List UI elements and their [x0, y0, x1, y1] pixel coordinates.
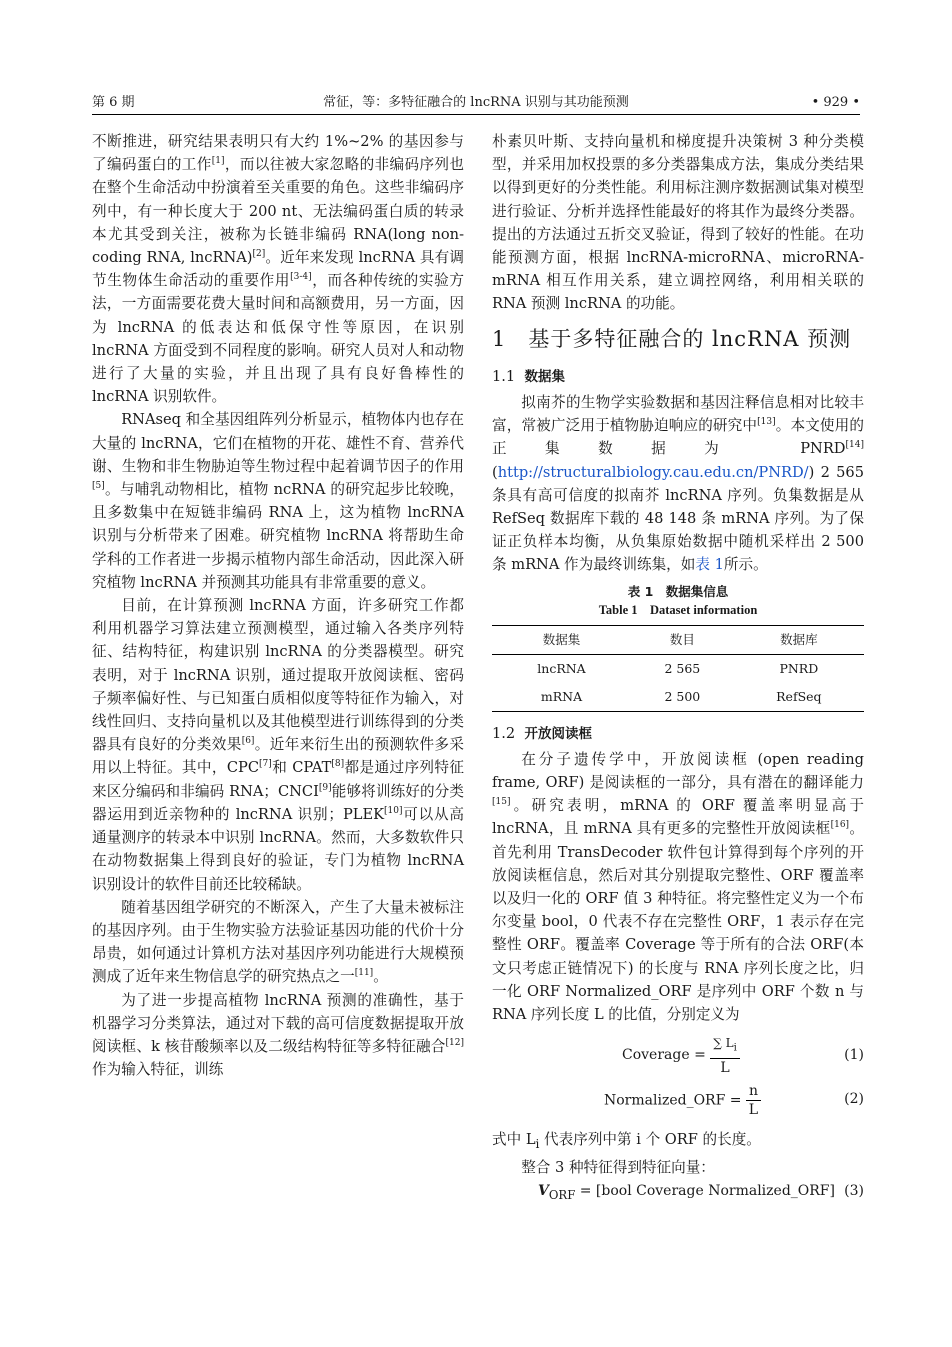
- text: 。: [373, 968, 388, 986]
- equation-number: (2): [844, 1091, 864, 1108]
- table-cell: lncRNA: [537, 660, 586, 676]
- table-cell: 2 565: [664, 660, 701, 676]
- paragraph: [92, 989, 464, 1082]
- equation-3: [492, 1180, 864, 1206]
- citation[interactable]: [11]: [354, 968, 374, 979]
- coverage-fraction: [710, 1034, 740, 1076]
- equation-lhs: Normalized_ORF =: [604, 1092, 742, 1109]
- table-caption-en: Table 1 Dataset information: [598, 602, 758, 617]
- citation[interactable]: [10]: [384, 806, 403, 817]
- paragraph: [492, 1128, 864, 1156]
- citation[interactable]: [6]: [241, 736, 255, 747]
- text: 。首先利用 TransDecoder 软件包计算得到每个序列的开放阅读框信息，然后对其分别提取完整性、ORF 覆盖率以及归一化的 ORF 值 3 种特征。将完整性定义为一个布尔变量 bool，0 代表不存在完整性 ORF，1 表示存在完整性 ORF。覆盖率 Coverage 等于所有的合法 ORF(本文只考虑正链情况下) 的长度与 RNA 序列长度之比，归一化 ORF Normalized_ORF 是序列中 ORF 个数 n 与 RNA 序列长度 L 的比值，分别定义为: [492, 820, 864, 1024]
- citation[interactable]: [15]: [492, 797, 511, 808]
- text: 为了进一步提高植物 lncRNA 预测的准确性，基于机器学习分类算法，通过对下载的高可信度数据提取开放阅读框、k 核苷酸频率以及二级结构特征等多特征融合: [92, 991, 464, 1055]
- table-cell: 2 500: [664, 688, 701, 704]
- denominator: L: [748, 1102, 759, 1119]
- text: 。近年来衍生出的预测软件多采用以上特征。其中，CPC: [92, 736, 464, 777]
- text: 都是通过序列特征来区分编码和非编码 RNA；CNCI: [92, 759, 464, 800]
- table-reference[interactable]: 表 1: [695, 556, 724, 574]
- table-cell: mRNA: [540, 688, 583, 704]
- numerator: n: [746, 1082, 761, 1101]
- subsection-number: 1.1: [492, 367, 516, 385]
- text: 代表序列中第 i 个 ORF 的长度。: [539, 1131, 761, 1149]
- citation[interactable]: [12]: [445, 1038, 464, 1049]
- equation-number: (3): [844, 1182, 864, 1199]
- subscript: ORF: [548, 1187, 576, 1202]
- text: ) 2 565 条具有高可信度的拟南芥 lncRNA 序列。负集数据是从 RefSeq 数据库下载的 48 148 条 mRNA 序列。为了保证正负样本均衡，从负集原始数据中随机采样出 2 500 条 mRNA 作为最终训练集，如: [492, 463, 864, 574]
- left-column: [92, 130, 464, 1081]
- subsection-heading: [492, 722, 864, 746]
- paragraph: [492, 748, 864, 1026]
- citation[interactable]: [8]: [331, 759, 345, 770]
- table-row: [492, 654, 864, 683]
- equation-1: [492, 1026, 864, 1082]
- paragraph: [92, 408, 464, 594]
- table-header: 数目: [669, 631, 695, 647]
- table-row: [492, 683, 864, 712]
- text: 不断推进，研究结果表明只有大约 1%~2% 的基因参与了编码蛋白的工作: [92, 133, 464, 174]
- citation[interactable]: [2]: [252, 249, 266, 260]
- dataset-table: [492, 625, 864, 712]
- subsection-title: 数据集: [524, 368, 565, 385]
- text: RNAseq 和全基因组阵列分析显示，植物体内也存在大量的 lncRNA，它们在植物的开花、雄性不育、营养代谢、生物和非生物胁迫等生物过程中起着调节因子的作用: [92, 411, 464, 475]
- right-column: [492, 130, 864, 1206]
- text: 作为输入特征，训练: [92, 1061, 224, 1079]
- subscript: i: [733, 1042, 737, 1054]
- text: (: [492, 463, 498, 481]
- citation[interactable]: [16]: [830, 820, 850, 831]
- citation[interactable]: [5]: [92, 481, 105, 492]
- vector-definition: = [bool Coverage Normalized_ORF]: [575, 1182, 835, 1199]
- issue-number: 第 6 期: [92, 95, 135, 110]
- text: 拟南芥的生物学实验数据和基因注释信息相对比较丰富，常被广泛用于植物胁迫响应的研究中: [492, 394, 864, 435]
- denominator: L: [720, 1059, 730, 1076]
- text: ，而各种传统的实验方法，一方面需要花费大量时间和高额费用，另一方面，因为 lncRNA 的低表达和低保守性等原因，在识别 lncRNA 方面受到不同程度的影响。研究人员对人和动物进行了大量的实验，并且出现了具有良好鲁棒性的 lncRNA 识别软件。: [92, 272, 464, 406]
- text: 随着基因组学研究的不断深入，产生了大量未被标注的基因序列。由于生物实验方法验证基因功能的代价十分昂贵，如何通过计算机方法对基因序列功能进行大规模预测成了近年来生物信息学的研究热点之一: [92, 898, 464, 986]
- paragraph: [92, 594, 464, 896]
- text: 目前，在计算预测 lncRNA 方面，许多研究工作都利用机器学习算法建立预测模型，通过输入各类序列特征、结构特征，构建识别 lncRNA 的分类器模型。研究表明，对于 lncRNA 识别，通过提取开放阅读框、密码子频率偏好性、与已知蛋白质相似度等特征作为输入，对线性回归、支持向量机以及其他模型进行训练得到的分类器具有良好的分类效果: [92, 597, 464, 754]
- text: 。与哺乳动物相比，植物 ncRNA 的研究起步比较晚，且多数集中在短链非编码 RNA 上，这为植物 lncRNA 识别与分析带来了困难。研究植物 lncRNA 将帮助生命学科的工作者进一步揭示植物内部生命活动，因此深入研究植物 lncRNA 并预测其功能具有非常重要的意义。: [92, 481, 464, 591]
- text: 。研究表明，mRNA 的 ORF 覆盖率明显高于 lncRNA，且 mRNA 具有更多的完整性开放阅读框: [492, 797, 864, 838]
- text: 可以从高通量测序的转录本中识别 lncRNA。然而，大多数软件只在动物数据集上得到良好的验证，专门为植物 lncRNA 识别设计的软件目前还比较稀缺。: [92, 805, 464, 893]
- section-heading: 1 基于多特征融合的 lncRNA 预测: [492, 326, 852, 351]
- equation-2: [492, 1082, 864, 1122]
- url-link[interactable]: http://structuralbiology.cau.edu.cn/PNRD/: [497, 463, 809, 481]
- text: ，而以往被大家忽略的非编码序列也在整个生命活动中扮演着至关重要的角色。这些非编码序列中，有一种长度大于 200 nt、无法编码蛋白质的转录本尤其受到关注，被称为长链非编码 RNA(long non-coding RNA, lncRNA): [92, 156, 464, 267]
- subscript: i: [535, 1137, 540, 1152]
- citation[interactable]: [3-4]: [290, 272, 312, 283]
- table-caption-zh: 表 1 数据集信息: [627, 583, 729, 599]
- table-cell: PNRD: [779, 660, 819, 676]
- table-caption: [492, 583, 864, 619]
- citation[interactable]: [14]: [845, 440, 864, 451]
- paragraph: 朴素贝叶斯、支持向量机和梯度提升决策树 3 种分类模型，并采用加权投票的多分类器集成方法，集成分类结果以得到更好的分类性能。利用标注测序数据测试集对模型进行验证、分析并选择性能最好的将其作为最终分类器。提出的方法通过五折交叉验证，得到了较好的性能。在功能预测方面，根据 lncRNA-microRNA、microRNA-mRNA 相互作用关系，建立调控网络，利用相关联的 RNA 预测 lncRNA 的功能。: [492, 133, 864, 313]
- normalized-fraction: [746, 1082, 761, 1119]
- running-header: [92, 88, 860, 115]
- text: 。近年来发现 lncRNA 具有调节生物体生命活动的重要作用: [92, 249, 464, 290]
- subsection-title: 开放阅读框: [524, 725, 592, 742]
- citation[interactable]: [13]: [757, 417, 776, 428]
- citation[interactable]: [9]: [318, 782, 332, 793]
- citation[interactable]: [7]: [259, 759, 272, 770]
- paragraph: [92, 130, 464, 408]
- text: 和 CPAT: [271, 759, 332, 777]
- page-number: • 929 •: [811, 95, 860, 110]
- table-cell: RefSeq: [776, 688, 822, 704]
- running-title: 常征，等：多特征融合的 lncRNA 识别与其功能预测: [323, 95, 629, 110]
- equation-number: (1): [844, 1047, 864, 1064]
- table-header: 数据集: [542, 631, 581, 647]
- paragraph: [492, 391, 864, 577]
- text: 所示。: [723, 556, 768, 574]
- citation[interactable]: [1]: [211, 156, 225, 167]
- text: 在分子遗传学中，开放阅读框 (open reading frame, ORF) 是阅读框的一部分，具有潜在的翻译能力: [492, 750, 864, 792]
- subsection-number: 1.2: [492, 724, 516, 742]
- text: 式中 L: [492, 1131, 536, 1149]
- equation-lhs: Coverage =: [622, 1047, 706, 1064]
- text: 能够将训练好的分类器运用到近亲物种的 lncRNA 识别；PLEK: [92, 782, 464, 823]
- vector-symbol: V: [538, 1182, 549, 1199]
- text: 。本文使用的正集数据为 PNRD: [492, 417, 864, 458]
- subsection-heading: [492, 365, 864, 389]
- paragraph: [92, 896, 464, 989]
- sum-term: ∑ L: [713, 1036, 734, 1051]
- paragraph: 整合 3 种特征得到特征向量：: [521, 1159, 715, 1177]
- table-header: 数据库: [780, 631, 818, 647]
